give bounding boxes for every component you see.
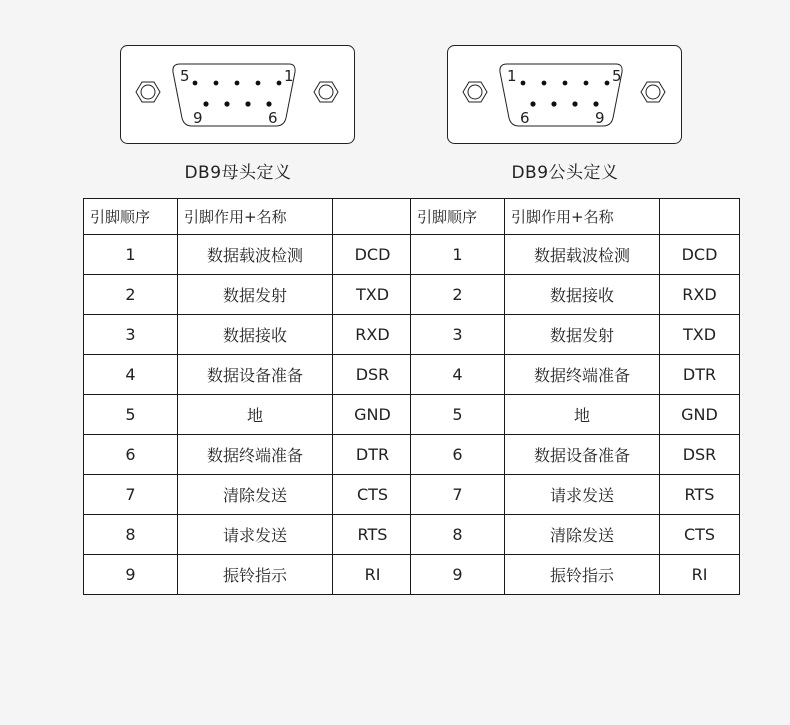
pin-function: 数据载波检测 bbox=[505, 235, 660, 275]
pin-signal: CTS bbox=[660, 515, 740, 555]
pin-signal: DTR bbox=[333, 435, 413, 475]
table-row bbox=[84, 395, 413, 435]
table-row bbox=[411, 235, 740, 275]
pin-signal: DCD bbox=[333, 235, 413, 275]
pin-number: 4 bbox=[411, 355, 505, 395]
pin-signal: RXD bbox=[660, 275, 740, 315]
pin-function: 地 bbox=[178, 395, 333, 435]
pin-function: 地 bbox=[505, 395, 660, 435]
pin-signal: RXD bbox=[333, 315, 413, 355]
pin-label-5: 5 bbox=[180, 67, 190, 85]
female-pin-table bbox=[83, 198, 413, 595]
table-row bbox=[84, 275, 413, 315]
pin-number: 6 bbox=[84, 435, 178, 475]
header-signal bbox=[333, 199, 413, 235]
pin-label-9: 9 bbox=[595, 109, 605, 127]
male-pin-table bbox=[410, 198, 740, 595]
pin-signal: CTS bbox=[333, 475, 413, 515]
pin-signal: RTS bbox=[333, 515, 413, 555]
pin-label-5: 5 bbox=[612, 67, 622, 85]
pin-number: 7 bbox=[411, 475, 505, 515]
male-connector-diagram bbox=[447, 45, 683, 145]
pin-number: 8 bbox=[84, 515, 178, 555]
pin-label-6: 6 bbox=[268, 109, 278, 127]
pin-signal: DCD bbox=[660, 235, 740, 275]
table-row bbox=[84, 555, 413, 595]
pin-function: 数据设备准备 bbox=[505, 435, 660, 475]
pin-signal: RI bbox=[660, 555, 740, 595]
pin-number: 3 bbox=[84, 315, 178, 355]
table-header-row bbox=[411, 199, 740, 235]
pin-number: 1 bbox=[84, 235, 178, 275]
header-signal bbox=[660, 199, 740, 235]
pin-function: 振铃指示 bbox=[505, 555, 660, 595]
pin-number: 9 bbox=[84, 555, 178, 595]
header-pin-function: 引脚作用+名称 bbox=[505, 199, 660, 235]
table-row bbox=[411, 315, 740, 355]
pin-number: 3 bbox=[411, 315, 505, 355]
pin-number: 6 bbox=[411, 435, 505, 475]
pin-function: 数据终端准备 bbox=[505, 355, 660, 395]
table-row bbox=[411, 395, 740, 435]
pin-number: 9 bbox=[411, 555, 505, 595]
female-caption: DB9母头定义 bbox=[184, 163, 292, 183]
pin-number: 1 bbox=[411, 235, 505, 275]
pin-number: 5 bbox=[411, 395, 505, 435]
table-row bbox=[411, 515, 740, 555]
pin-signal: RTS bbox=[660, 475, 740, 515]
pin-number: 4 bbox=[84, 355, 178, 395]
table-row bbox=[411, 275, 740, 315]
pin-number: 2 bbox=[411, 275, 505, 315]
pin-signal: TXD bbox=[660, 315, 740, 355]
table-row bbox=[84, 435, 413, 475]
pin-signal: DTR bbox=[660, 355, 740, 395]
table-row bbox=[84, 515, 413, 555]
pin-number: 5 bbox=[84, 395, 178, 435]
pin-function: 数据载波检测 bbox=[178, 235, 333, 275]
male-caption: DB9公头定义 bbox=[511, 163, 619, 183]
pin-function: 数据接收 bbox=[505, 275, 660, 315]
header-pin-order: 引脚顺序 bbox=[411, 199, 505, 235]
pin-number: 2 bbox=[84, 275, 178, 315]
pin-function: 请求发送 bbox=[178, 515, 333, 555]
pin-function: 数据发射 bbox=[178, 275, 333, 315]
pin-function: 数据接收 bbox=[178, 315, 333, 355]
table-row bbox=[84, 235, 413, 275]
pin-function: 数据设备准备 bbox=[178, 355, 333, 395]
pin-label-9: 9 bbox=[193, 109, 203, 127]
table-header-row bbox=[84, 199, 413, 235]
pin-signal: RI bbox=[333, 555, 413, 595]
pin-signal: GND bbox=[333, 395, 413, 435]
pin-label-6: 6 bbox=[520, 109, 530, 127]
pin-label-1: 1 bbox=[507, 67, 517, 85]
table-row bbox=[411, 555, 740, 595]
header-pin-order: 引脚顺序 bbox=[84, 199, 178, 235]
table-row bbox=[84, 315, 413, 355]
pin-function: 数据终端准备 bbox=[178, 435, 333, 475]
pin-number: 8 bbox=[411, 515, 505, 555]
table-row bbox=[84, 475, 413, 515]
pin-function: 清除发送 bbox=[178, 475, 333, 515]
header-pin-function: 引脚作用+名称 bbox=[178, 199, 333, 235]
pin-label-1: 1 bbox=[284, 67, 294, 85]
pin-signal: DSR bbox=[333, 355, 413, 395]
pin-number: 7 bbox=[84, 475, 178, 515]
pin-signal: TXD bbox=[333, 275, 413, 315]
pin-signal: GND bbox=[660, 395, 740, 435]
pin-signal: DSR bbox=[660, 435, 740, 475]
table-row bbox=[84, 355, 413, 395]
pin-function: 数据发射 bbox=[505, 315, 660, 355]
table-row bbox=[411, 435, 740, 475]
table-row bbox=[411, 475, 740, 515]
pin-function: 振铃指示 bbox=[178, 555, 333, 595]
table-row bbox=[411, 355, 740, 395]
female-connector-diagram bbox=[120, 45, 356, 145]
pin-function: 清除发送 bbox=[505, 515, 660, 555]
pin-function: 请求发送 bbox=[505, 475, 660, 515]
